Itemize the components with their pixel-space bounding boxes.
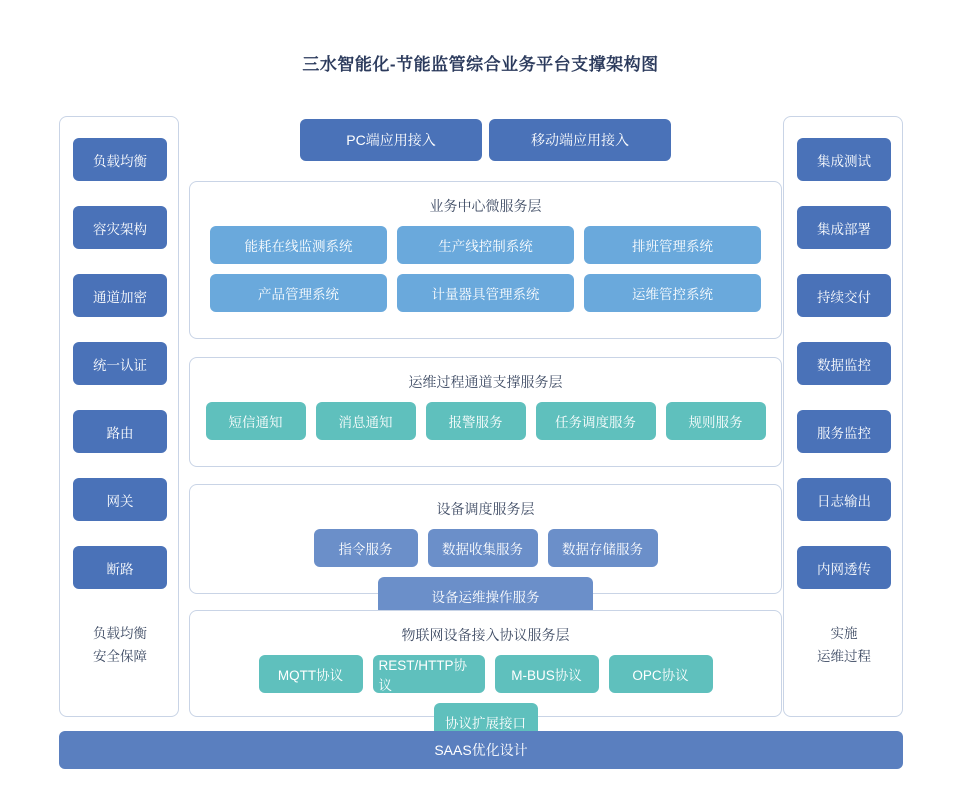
left-item-routing[interactable]: 路由	[73, 410, 167, 453]
layer-iot-protocol	[189, 610, 782, 731]
chip-command-service[interactable]: 指令服务	[314, 529, 418, 567]
left-footer-line2: 安全保障	[93, 649, 147, 664]
layer-iot-title: 物联网设备接入协议服务层	[401, 627, 570, 643]
layer-channel-chips	[190, 402, 781, 454]
layer-business-chips	[190, 226, 781, 326]
chip-production-line-control[interactable]: 生产线控制系统	[397, 226, 574, 264]
chip-shift-management[interactable]: 排班管理系统	[584, 226, 761, 264]
bottom-bar-saas[interactable]: SAAS优化设计	[59, 731, 903, 769]
chip-rule-service[interactable]: 规则服务	[666, 402, 766, 440]
right-item-data-monitoring[interactable]: 数据监控	[797, 342, 891, 385]
top-access-mobile[interactable]: 移动端应用接入	[489, 119, 671, 161]
chip-message-notification[interactable]: 消息通知	[316, 402, 416, 440]
chip-rest-http-protocol[interactable]: REST/HTTP协议	[373, 655, 485, 693]
page-title: 三水智能化-节能监管综合业务平台支撑架构图	[302, 55, 659, 74]
chip-task-scheduling-service[interactable]: 任务调度服务	[536, 402, 656, 440]
left-item-gateway[interactable]: 网关	[73, 478, 167, 521]
chip-device-ops-operation-service[interactable]: 设备运维操作服务	[378, 577, 593, 615]
right-item-integration-test[interactable]: 集成测试	[797, 138, 891, 181]
right-item-service-monitoring[interactable]: 服务监控	[797, 410, 891, 453]
top-access-pc[interactable]: PC端应用接入	[300, 119, 482, 161]
chip-alarm-service[interactable]: 报警服务	[426, 402, 526, 440]
chip-data-storage-service[interactable]: 数据存储服务	[548, 529, 658, 567]
chip-metering-device-management[interactable]: 计量器具管理系统	[397, 274, 574, 312]
left-item-load-balance[interactable]: 负载均衡	[73, 138, 167, 181]
layer-business-microservice	[189, 181, 782, 339]
left-item-disaster-recovery[interactable]: 容灾架构	[73, 206, 167, 249]
left-item-channel-encryption[interactable]: 通道加密	[73, 274, 167, 317]
chip-ops-control[interactable]: 运维管控系统	[584, 274, 761, 312]
left-item-circuit-breaker[interactable]: 断路	[73, 546, 167, 589]
layer-business-title: 业务中心微服务层	[429, 198, 542, 214]
chip-opc-protocol[interactable]: OPC协议	[609, 655, 713, 693]
left-footer-line1: 负载均衡	[93, 626, 147, 641]
chip-protocol-extension-interface[interactable]: 协议扩展接口	[434, 703, 538, 741]
layer-ops-channel-support	[189, 357, 782, 467]
left-support-column	[59, 116, 179, 717]
right-item-integration-deploy[interactable]: 集成部署	[797, 206, 891, 249]
chip-energy-monitoring[interactable]: 能耗在线监测系统	[210, 226, 387, 264]
layer-channel-title: 运维过程通道支撑服务层	[408, 374, 563, 390]
left-item-unified-auth[interactable]: 统一认证	[73, 342, 167, 385]
chip-mbus-protocol[interactable]: M-BUS协议	[495, 655, 599, 693]
right-item-intranet-tunnel[interactable]: 内网透传	[797, 546, 891, 589]
chip-product-management[interactable]: 产品管理系统	[210, 274, 387, 312]
right-support-column	[783, 116, 903, 717]
right-footer-line1: 实施	[830, 626, 858, 641]
chip-mqtt-protocol[interactable]: MQTT协议	[259, 655, 363, 693]
chip-sms-notification[interactable]: 短信通知	[206, 402, 306, 440]
layer-device-title: 设备调度服务层	[436, 501, 535, 517]
chip-data-collection-service[interactable]: 数据收集服务	[428, 529, 538, 567]
right-footer-line2: 运维过程	[817, 649, 871, 664]
right-item-log-output[interactable]: 日志输出	[797, 478, 891, 521]
layer-device-scheduling	[189, 484, 782, 605]
right-item-continuous-delivery[interactable]: 持续交付	[797, 274, 891, 317]
